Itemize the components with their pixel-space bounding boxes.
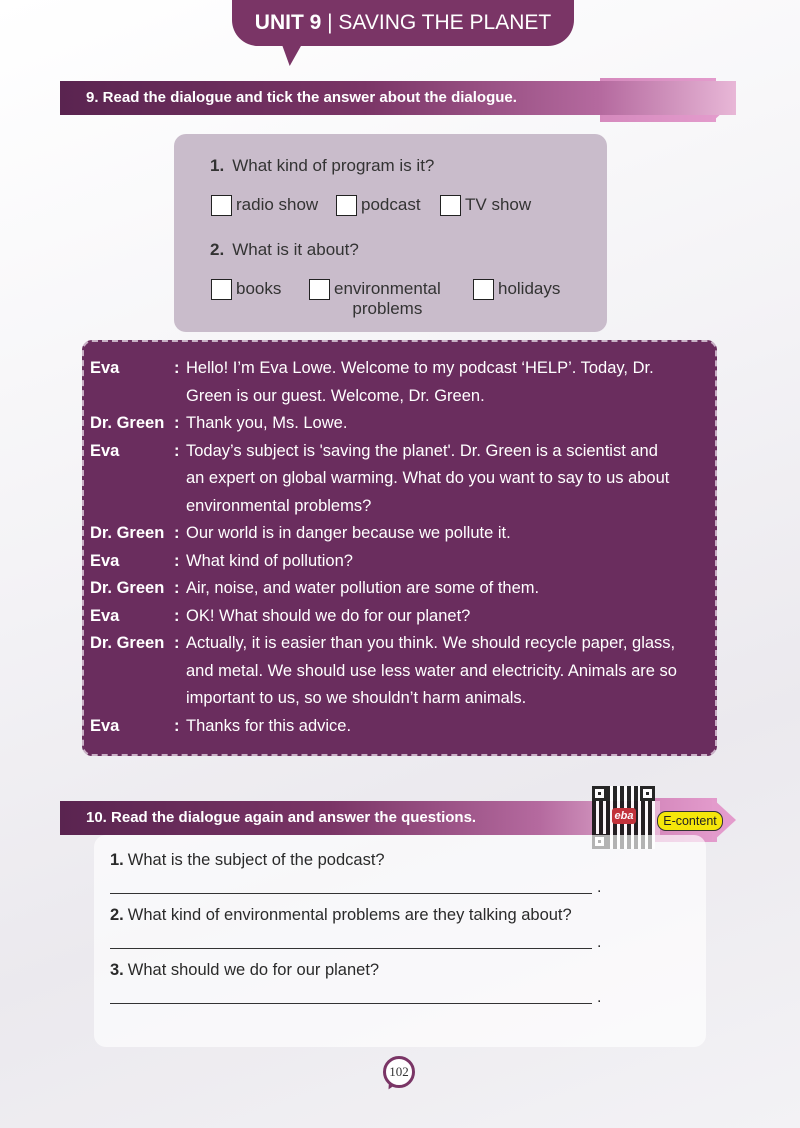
qr-corner: [592, 786, 607, 801]
answer-line-end: .: [597, 934, 602, 951]
exercise10-instruction: 10. Read the dialogue again and answer the questions.: [60, 801, 660, 835]
qr-logo: eba: [612, 808, 636, 824]
answer-line-3[interactable]: [110, 1003, 592, 1004]
unit-header: [232, 0, 574, 46]
answer-line-2[interactable]: [110, 948, 592, 949]
option-books[interactable]: books: [211, 279, 281, 300]
dialogue-line: Dr. Green : Thank you, Ms. Lowe.: [90, 414, 348, 432]
option-holidays[interactable]: holidays: [473, 279, 560, 300]
option-podcast[interactable]: podcast: [336, 195, 421, 216]
dialogue-line: an expert on global warming. What do you want to say to us about: [186, 469, 670, 487]
answer-line-1[interactable]: [110, 893, 592, 894]
quiz-question-1: 1. What kind of program is it?: [210, 156, 435, 175]
option-tv-show[interactable]: TV show: [440, 195, 531, 216]
dialogue-line: Eva : Thanks for this advice.: [90, 716, 352, 735]
answer-line-end: .: [597, 989, 602, 1006]
e-content-badge[interactable]: E-content: [657, 811, 723, 831]
dialogue-line: important to us, so we shouldn’t harm animals.: [186, 689, 527, 707]
unit-title: SAVING THE PLANET: [338, 11, 552, 34]
dialogue-line: environmental problems?: [186, 496, 372, 515]
checkbox[interactable]: [473, 279, 494, 300]
exercise10-answer-area: [94, 835, 706, 1047]
dialogue-line: Eva : Today’s subject is 'saving the planet'. Dr. Green is a scientist and: [90, 441, 658, 460]
checkbox[interactable]: [440, 195, 461, 216]
answer-question-1: 1. What is the subject of the podcast?: [110, 851, 385, 869]
dialogue-line: and metal. We should use less water and electricity. Animals are so: [186, 661, 677, 680]
dialogue-line: Eva : What kind of pollution?: [90, 551, 353, 570]
option-environmental-problems[interactable]: environmental problems: [309, 279, 441, 319]
page-number: 102: [383, 1056, 415, 1088]
dialogue-panel: [82, 340, 717, 756]
answer-question-2: 2. What kind of environmental problems are they talking about?: [110, 906, 572, 924]
qr-corner: [640, 786, 655, 801]
dialogue-line: Dr. Green : Actually, it is easier than you think. We should recycle paper, glass,: [90, 634, 676, 652]
quiz-question-2: 2. What is it about?: [210, 240, 359, 259]
answer-question-3: 3. What should we do for our planet?: [110, 961, 380, 979]
dialogue-line: Green is our guest. Welcome, Dr. Green.: [186, 386, 485, 405]
exercise9-instruction: 9. Read the dialogue and tick the answer about the dialogue.: [60, 81, 736, 115]
checkbox[interactable]: [211, 279, 232, 300]
checkbox[interactable]: [309, 279, 330, 300]
option-radio-show[interactable]: radio show: [211, 195, 318, 216]
dialogue-line: Dr. Green : Our world is in danger because we pollute it.: [90, 524, 511, 542]
unit-number: UNIT 9: [254, 11, 322, 34]
exercise9-quiz-box: [174, 134, 607, 332]
answer-line-end: .: [597, 879, 602, 896]
checkbox[interactable]: [336, 195, 357, 216]
dialogue-line: Dr. Green : Air, noise, and water pollution are some of them.: [90, 579, 540, 597]
checkbox[interactable]: [211, 195, 232, 216]
unit-separator: |: [321, 11, 339, 34]
dialogue-line: Eva : OK! What should we do for our planet?: [90, 606, 471, 625]
dialogue-line: Eva : Hello! I’m Eva Lowe. Welcome to my podcast ‘HELP’. Today, Dr.: [90, 359, 654, 377]
